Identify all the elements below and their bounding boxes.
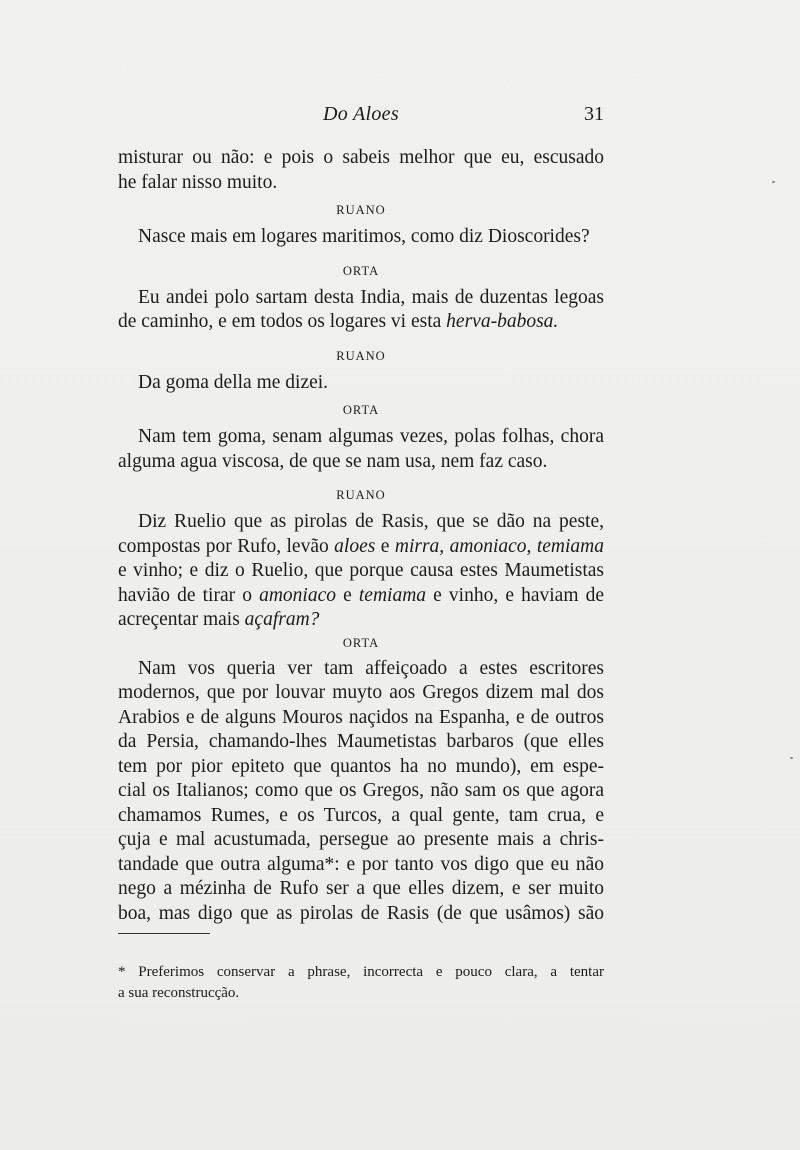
footnote-line: a sua reconstrucção. (118, 985, 240, 1001)
speaker-label: RUANO (336, 203, 386, 217)
text-line: tem por pior epiteto que quantos ha no mundo), em espe- (118, 755, 604, 777)
text-segment: e (375, 535, 395, 557)
text-line: Nam vos queria ver tam affeiçoado a estes escritores (138, 657, 604, 679)
speaker-label: ORTA (342, 403, 380, 417)
footnote-rule (118, 933, 210, 934)
running-title: Do Aloes (323, 103, 399, 125)
italic-term: amoniaco (259, 584, 336, 606)
speaker-label: ORTA (342, 263, 380, 278)
text-line: çuja e mal acustumada, persegue ao presente mais a chris- (118, 829, 604, 850)
text-segment: compostas por Rufo, levão (118, 535, 335, 557)
italic-term: temiama (358, 584, 427, 606)
text-segment: de caminho, e em todos os logares vi esta (118, 311, 447, 332)
page-header (118, 103, 604, 133)
paragraph (118, 425, 604, 474)
text-segment: havião de tirar o (118, 584, 260, 606)
footnote (118, 962, 604, 1004)
text-line: boa, mas digo que as pirolas de Rasis (de que usâmos) são (118, 902, 604, 924)
body-text (118, 146, 604, 926)
text-segment: acreçentar mais (118, 609, 245, 630)
footnote-line: * Preferimos conservar a phrase, incorrecta e pouco clara, a tentar (118, 964, 604, 980)
text-line: nego a mézinha de Rufo ser a que elles dizem, e ser muito (118, 878, 604, 899)
text-line: Nam tem goma, senam algumas vezes, polas folhas, chora (138, 426, 604, 447)
speaker-label: ORTA (342, 635, 380, 650)
page-number: 31 (584, 103, 604, 125)
text-segment: e (335, 584, 359, 606)
paragraph (118, 286, 604, 335)
text-line: da Persia, chamando-lhes Maumetistas barbaros (que elles (118, 731, 604, 752)
text-line: tandade que outra alguma*: e por tanto vos digo que eu não (118, 853, 604, 875)
text-line: Diz Ruelio que as pirolas de Rasis, que se dão na peste, (138, 511, 604, 532)
text-line (118, 535, 604, 560)
text-line (118, 608, 604, 633)
text-line: Arabios e de alguns Mouros naçidos na Espanha, e de outros (118, 706, 604, 728)
text-line: Nasce mais em logares maritimos, como diz Dioscorides? (138, 226, 590, 247)
paragraph (118, 146, 604, 195)
paragraph (118, 510, 604, 633)
italic-term: aloes (334, 535, 376, 557)
paper-speck (772, 181, 775, 183)
text-line: Da goma della me dizei. (138, 371, 329, 393)
speaker-label: RUANO (336, 488, 386, 502)
text-line: misturar ou não: e pois o sabeis melhor que eu, escusado (118, 147, 604, 168)
text-line: chamamos Rumes, e os Turcos, a qual gente, tam crua, e (118, 804, 604, 826)
text-line: alguma agua viscosa, de que se nam usa, nem faz caso. (118, 450, 548, 472)
paragraph (118, 657, 604, 927)
speaker-label: RUANO (336, 348, 386, 363)
paper-speck (790, 757, 793, 759)
text-line (118, 310, 604, 335)
paragraph (118, 225, 604, 250)
italic-term: açafram? (244, 609, 320, 630)
italic-term: mirra, amoniaco, temiama (394, 535, 604, 557)
text-line: e vinho; e diz o Ruelio, que porque causa estes Maumetistas (118, 560, 604, 581)
text-segment: e vinho, e haviam de (426, 584, 605, 606)
text-line: Eu andei polo sartam desta India, mais de duzentas legoas (138, 286, 604, 308)
text-line (118, 584, 604, 609)
text-line: cial os Italianos; como que os Gregos, não sam os que agora (118, 780, 604, 801)
italic-term: herva-babosa. (446, 311, 559, 332)
text-line: he falar nisso muito. (118, 171, 278, 193)
text-line: modernos, que por louvar muyto aos Gregos dizem mal dos (118, 682, 604, 703)
paragraph (118, 371, 604, 396)
